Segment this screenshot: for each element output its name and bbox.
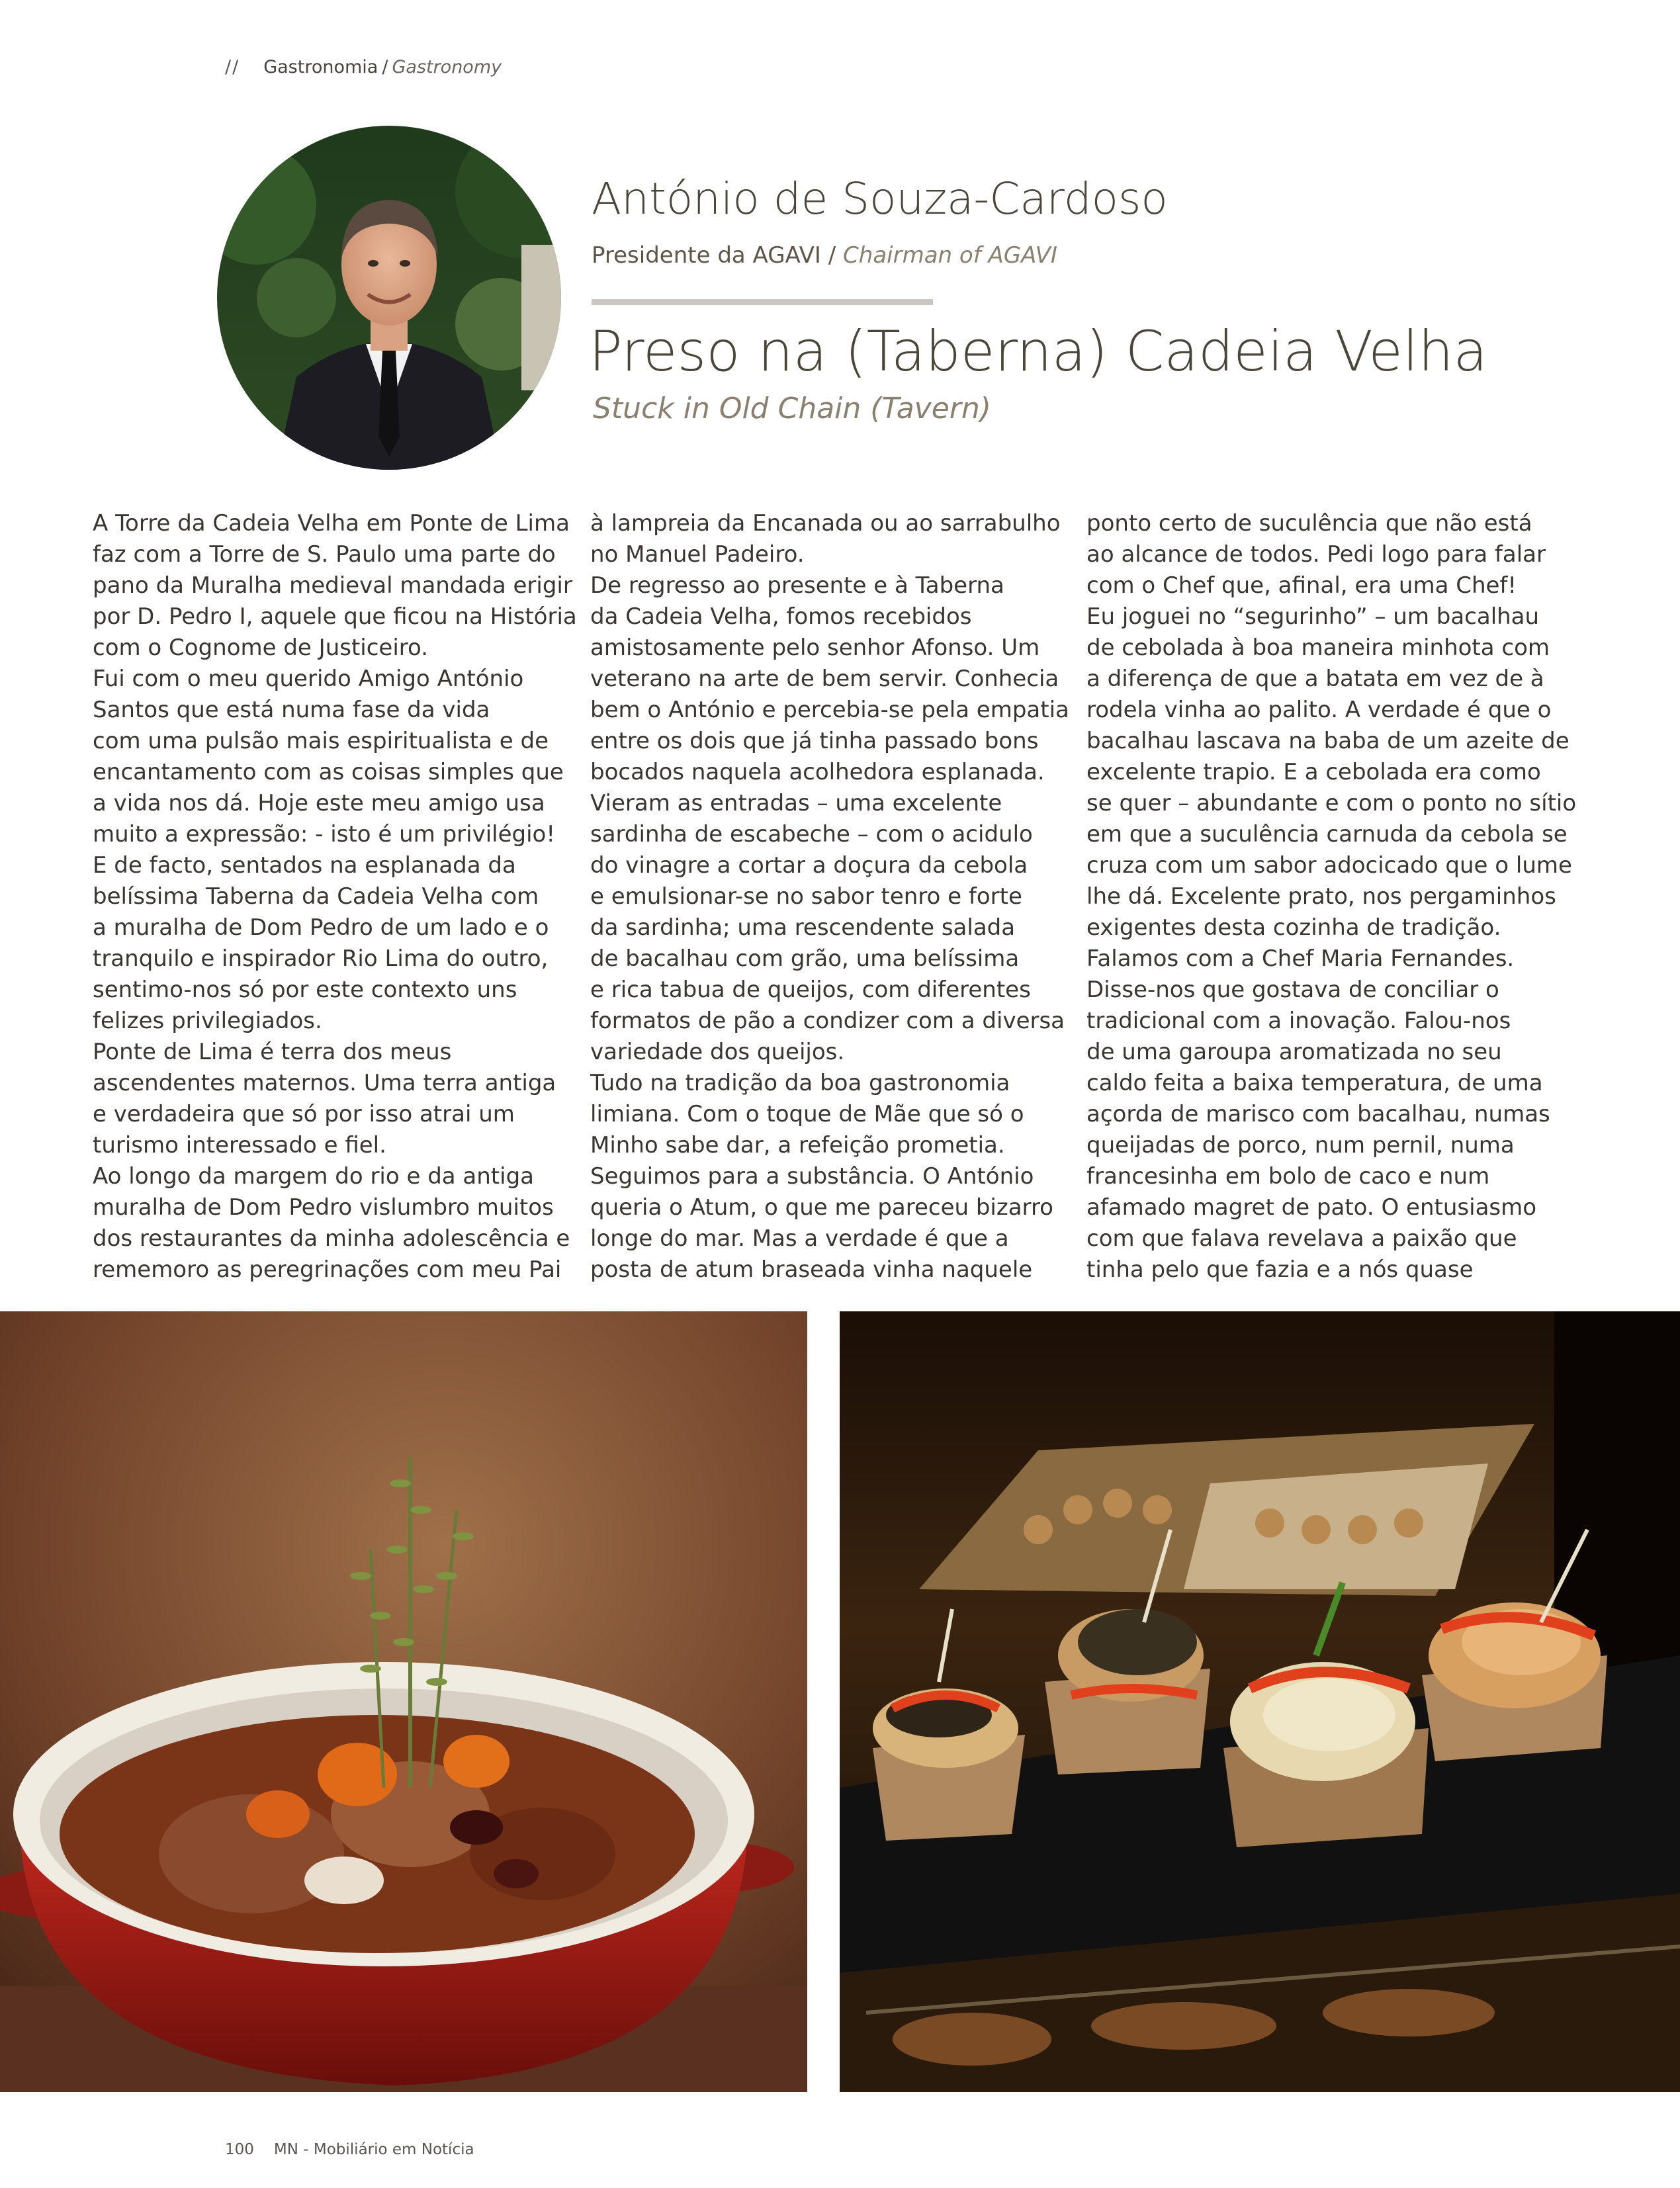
body-text-line: açorda de marisco com bacalhau, numas [1086,1101,1550,1127]
body-text-line: no Manuel Padeiro. [590,541,805,568]
section-slashes: // [225,57,240,77]
body-text-line: em que a suculência carnuda da cebola se [1086,821,1568,848]
body-text-line: muito a expressão: - isto é um privilégio! [93,821,555,848]
body-text-line: bacalhau lascava na baba de um azeite de [1086,728,1569,754]
body-text-line: francesinha em bolo de caco e num [1086,1163,1490,1190]
body-text-line: pano da Muralha medieval mandada erigir [93,572,572,599]
body-text-line: Minho sabe dar, a refeição prometia. [590,1132,1005,1159]
body-text-line: da sardinha; uma rescendente salada [590,914,1016,941]
body-text-line: com que falava revelava a paixão que [1086,1225,1517,1252]
body-text-line: ao alcance de todos. Pedi logo para falar [1086,541,1546,568]
publication-name: MN - Mobiliário em Notícia [273,2141,474,2158]
author-role [592,242,1057,269]
body-text-line: A Torre da Cadeia Velha em Ponte de Lima [93,510,570,537]
body-text-line: muralha de Dom Pedro vislumbro muitos [93,1194,554,1221]
author-name: António de Souza-Cardoso [592,173,1168,224]
body-text-line: limiana. Com o toque de Mãe que só o [590,1101,1024,1127]
body-text-line: e verdadeira que só por isso atrai um [93,1101,515,1127]
article-subtitle: Stuck in Old Chain (Tavern) [593,392,991,425]
body-text-line: belíssima Taberna da Cadeia Velha com [93,883,539,910]
author-role-pt: Presidente da AGAVI [592,242,821,269]
body-text-line: à lampreia da Encanada ou ao sarrabulho [590,510,1061,537]
body-text-line: posta de atum braseada vinha naquele [590,1256,1033,1283]
body-text-line: de cebolada à boa maneira minhota com [1086,635,1550,661]
author-role-separator: / [828,242,836,269]
body-text-line: tinha pelo que fazia e a nós quase [1086,1256,1474,1283]
body-text-line: entre os dois que já tinha passado bons [590,728,1039,754]
photo-stew-pot [0,1311,807,2092]
section-label-en: Gastronomy [392,57,502,77]
body-text-line: excelente trapio. E a cebolada era como [1086,759,1541,785]
body-text-line: sardinha de escabeche – com o acidulo [590,821,1033,848]
body-text-line: veterano na arte de bem servir. Conhecia [590,666,1059,692]
photo-codfish-toasts [840,1311,1680,2092]
body-text-line: sentimo-nos só por este contexto uns [93,977,517,1003]
body-text-line: amistosamente pelo senhor Afonso. Um [590,635,1040,661]
body-text-line: queijadas de porco, num pernil, numa [1086,1132,1515,1159]
body-text-line: felizes privilegiados. [93,1008,322,1034]
body-text-line: faz com a Torre de S. Paulo uma parte do [93,541,556,568]
body-text-line: rememoro as peregrinações com meu Pai [93,1256,562,1283]
body-text-line: do vinagre a cortar a doçura da cebola [590,852,1028,879]
body-text-line: De regresso ao presente e à Taberna [590,572,1004,599]
body-text-line: tradicional com a inovação. Falou-nos [1086,1008,1511,1034]
body-column-3 [1086,508,1577,1286]
author-role-en: Chairman of AGAVI [843,242,1057,269]
body-text-line: Eu joguei no “segurinho” – um bacalhau [1086,603,1540,630]
body-text-line: variedade dos queijos. [590,1039,845,1065]
body-text-line: caldo feita a baixa temperatura, de uma [1086,1070,1543,1096]
section-separator: / [382,57,388,77]
body-text-line: a vida nos dá. Hoje este meu amigo usa [93,790,545,816]
body-text-line: de uma garoupa aromatizada no seu [1086,1039,1502,1065]
body-text-line: se quer – abundante e com o ponto no sítio [1086,790,1577,816]
page-number: 100 [225,2141,254,2158]
section-label-pt: Gastronomia [263,57,378,77]
title-divider [592,299,933,305]
article-title: Preso na (Taberna) Cadeia Velha [589,319,1488,384]
body-text-line: Tudo na tradição da boa gastronomia [590,1070,1010,1096]
body-text-line: encantamento com as coisas simples que [93,759,564,785]
body-text-line: ascendentes maternos. Uma terra antiga [93,1070,556,1096]
body-text-line: exigentes desta cozinha de tradição. [1086,914,1501,941]
body-text-line: Vieram as entradas – uma excelente [590,790,1002,816]
body-text-line: a muralha de Dom Pedro de um lado e o [93,914,549,941]
body-text-line: por D. Pedro I, aquele que ficou na História [93,603,577,630]
author-portrait [217,126,561,470]
body-text-line: Ao longo da margem do rio e da antiga [93,1163,535,1190]
body-text-line: E de facto, sentados na esplanada da [93,852,516,879]
body-text-line: lhe dá. Excelente prato, nos pergaminhos [1086,883,1556,910]
body-text-line: Ponte de Lima é terra dos meus [93,1039,452,1065]
body-text-line: cruza com um sabor adocicado que o lume [1086,852,1572,879]
body-text-line: com uma pulsão mais espiritualista e de [93,728,549,754]
body-text-line: turismo interessado e fiel. [93,1132,386,1159]
body-text-line: de bacalhau com grão, uma belíssima [590,945,1020,972]
body-text-line: rodela vinha ao palito. A verdade é que o [1086,697,1552,723]
page-footer [225,2141,474,2158]
body-text-line: Santos que está numa fase da vida [93,697,490,723]
body-text-line: ponto certo de suculência que não está [1086,510,1532,537]
body-text-line: Seguimos para a substância. O António [590,1163,1034,1190]
body-text-line: e emulsionar-se no sabor tenro e forte [590,883,1022,910]
body-text-line: afamado magret de pato. O entusiasmo [1086,1194,1537,1221]
body-text-line: formatos de pão a condizer com a diversa [590,1008,1065,1034]
body-text-line: Disse-nos que gostava de conciliar o [1086,977,1499,1003]
body-text-line: queria o Atum, o que me pareceu bizarro [590,1194,1053,1221]
section-header [225,57,502,77]
body-text-line: tranquilo e inspirador Rio Lima do outro, [93,945,549,972]
body-column-1 [93,508,577,1286]
body-text-line: longe do mar. Mas a verdade é que a [590,1225,1009,1252]
body-text-line: dos restaurantes da minha adolescência e [93,1225,570,1252]
body-column-2 [590,508,1069,1286]
body-text-line: Falamos com a Chef Maria Fernandes. [1086,945,1515,972]
body-text-line: e rica tabua de queijos, com diferentes [590,977,1031,1003]
body-text-line: com o Chef que, afinal, era uma Chef! [1086,572,1517,599]
body-text-line: Fui com o meu querido Amigo António [93,666,524,692]
body-text-line: da Cadeia Velha, fomos recebidos [590,603,972,630]
body-text-line: bocados naquela acolhedora esplanada. [590,759,1045,785]
body-text-line: com o Cognome de Justiceiro. [93,635,429,661]
body-text-line: bem o António e percebia-se pela empatia [590,697,1069,723]
body-text-line: a diferença de que a batata em vez de à [1086,666,1544,692]
